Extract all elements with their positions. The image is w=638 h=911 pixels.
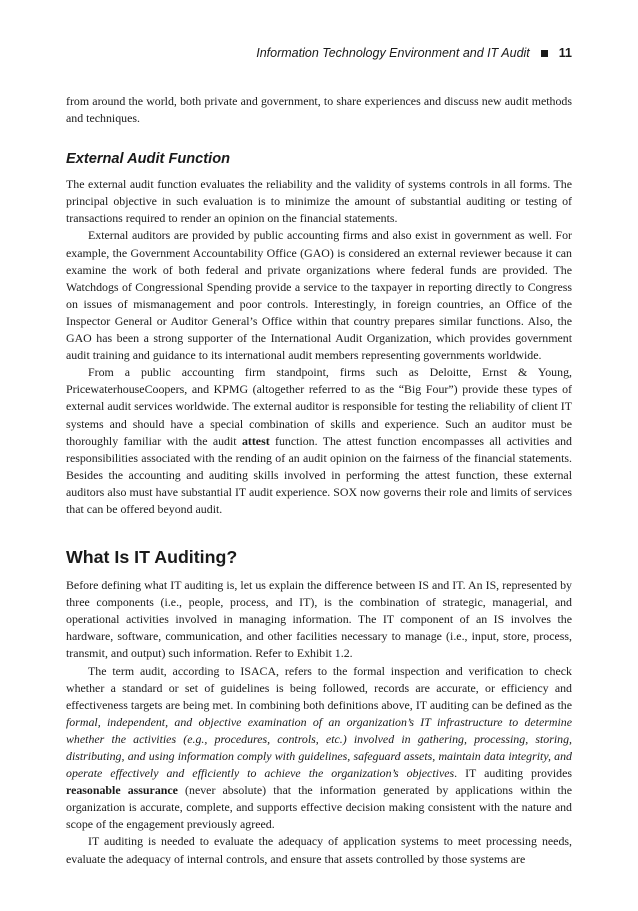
- running-head-title: Information Technology Environment and IT Audit: [256, 46, 530, 60]
- what-is-p2-text-a: The term audit, according to ISACA, refers to the formal inspection and verification to check whether a standard or set of guidelines is being followed, records are accurate, or efficiency and effectiveness targets are being met. In combining both definitions above, IT auditing can be defined as the: [66, 663, 572, 712]
- what-is-paragraph-3: IT auditing is needed to evaluate the adequacy of application systems to meet processing needs, evaluate the adequacy of internal controls, and ensure that assets controlled by those systems are: [66, 834, 572, 866]
- what-is-p2-text-c: (never absolute) that the information generated by applications within the organization is accurate, complete, and supports effective decision making consistent with the nature and scope of the engagement previously agreed.: [66, 783, 572, 832]
- external-p3-text-a: From a public accounting firm standpoint, firms such as Deloitte, Ernst & Young, PricewaterhouseCoopers, and KPMG (altogether referred to as the “Big Four”) provide these types of external audit services worldwide. The external auditor is responsible for testing the reliability of client IT systems and should have a special combination of skills and experience. Such an auditor must be thoroughly familiar with the audit: [66, 365, 572, 448]
- body-text: [66, 93, 572, 868]
- what-is-p2-text-b: . IT auditing provides: [454, 766, 573, 781]
- what-is-paragraph-1: Before defining what IT auditing is, let us explain the difference between IS and IT. An IS, represented by three components (i.e., people, process, and IT), is the combination of strategic, managerial, and operational activities involved in managing information. The IT component of an IS involves the hardware, software, communication, and other facilities necessary to manage (i.e., input, store, process, transmit, and output) such information. Refer to Exhibit 1.2.: [66, 578, 572, 661]
- term-attest: attest: [241, 433, 270, 448]
- section-heading-external-audit: External Audit Function: [66, 151, 231, 168]
- external-p3-text-b: function. The attest function encompasses all activities and responsibilities associated with the rending of an audit opinion on the fairness of the financial statements. Besides the accounting and auditing skills involved in performing the attest function, these external auditors also must have substantial IT audit experience. SOX now governs their role and limits of services that can be offered beyond audit.: [66, 433, 572, 516]
- running-head: [256, 46, 572, 60]
- section-heading-what-is-it-auditing: What Is IT Auditing?: [66, 547, 238, 568]
- page-number: 11: [558, 46, 572, 60]
- square-bullet-icon: [541, 50, 548, 57]
- what-is-paragraph-2: [66, 663, 572, 834]
- external-paragraph-3: [66, 364, 572, 518]
- external-paragraph-2: External auditors are provided by public accounting firms and also exist in government as well. For example, the Government Accountability Office (GAO) is considered an external reviewer because it can examine the work of both federal and private organizations where federal funds are provided. The Watchdogs of Congressional Spending provide a service to the taxpayer in reporting directly to Congress on issues of mismanagement and poor controls. Interestingly, in foreign countries, an Office of the Inspector General or Auditor General’s Office within that country prepares similar functions. Also, the GAO has been a strong supporter of the International Audit Organization, which provides government audit training and guidance to its international audit members representing governments worldwide.: [66, 228, 572, 363]
- it-audit-definition: formal, independent, and objective examination of an organization’s IT infrastructure to determine whether the activities (e.g., procedures, controls, etc.) involved in gathering, processing, storing, distributing, and using information comply with guidelines, safeguard assets, maintain data integrity, and operate effectively and efficiently to achieve the organization’s objectives: [66, 714, 572, 781]
- term-reasonable-assurance: reasonable assurance: [66, 783, 178, 798]
- intro-paragraph: from around the world, both private and government, to share experiences and discuss new audit methods and techniques.: [66, 94, 572, 126]
- external-paragraph-1: The external audit function evaluates the reliability and the validity of systems controls in all forms. The principal objective in such evaluation is to minimize the amount of substantial auditing or testing of transactions required to render an opinion on the financial statements.: [66, 177, 572, 226]
